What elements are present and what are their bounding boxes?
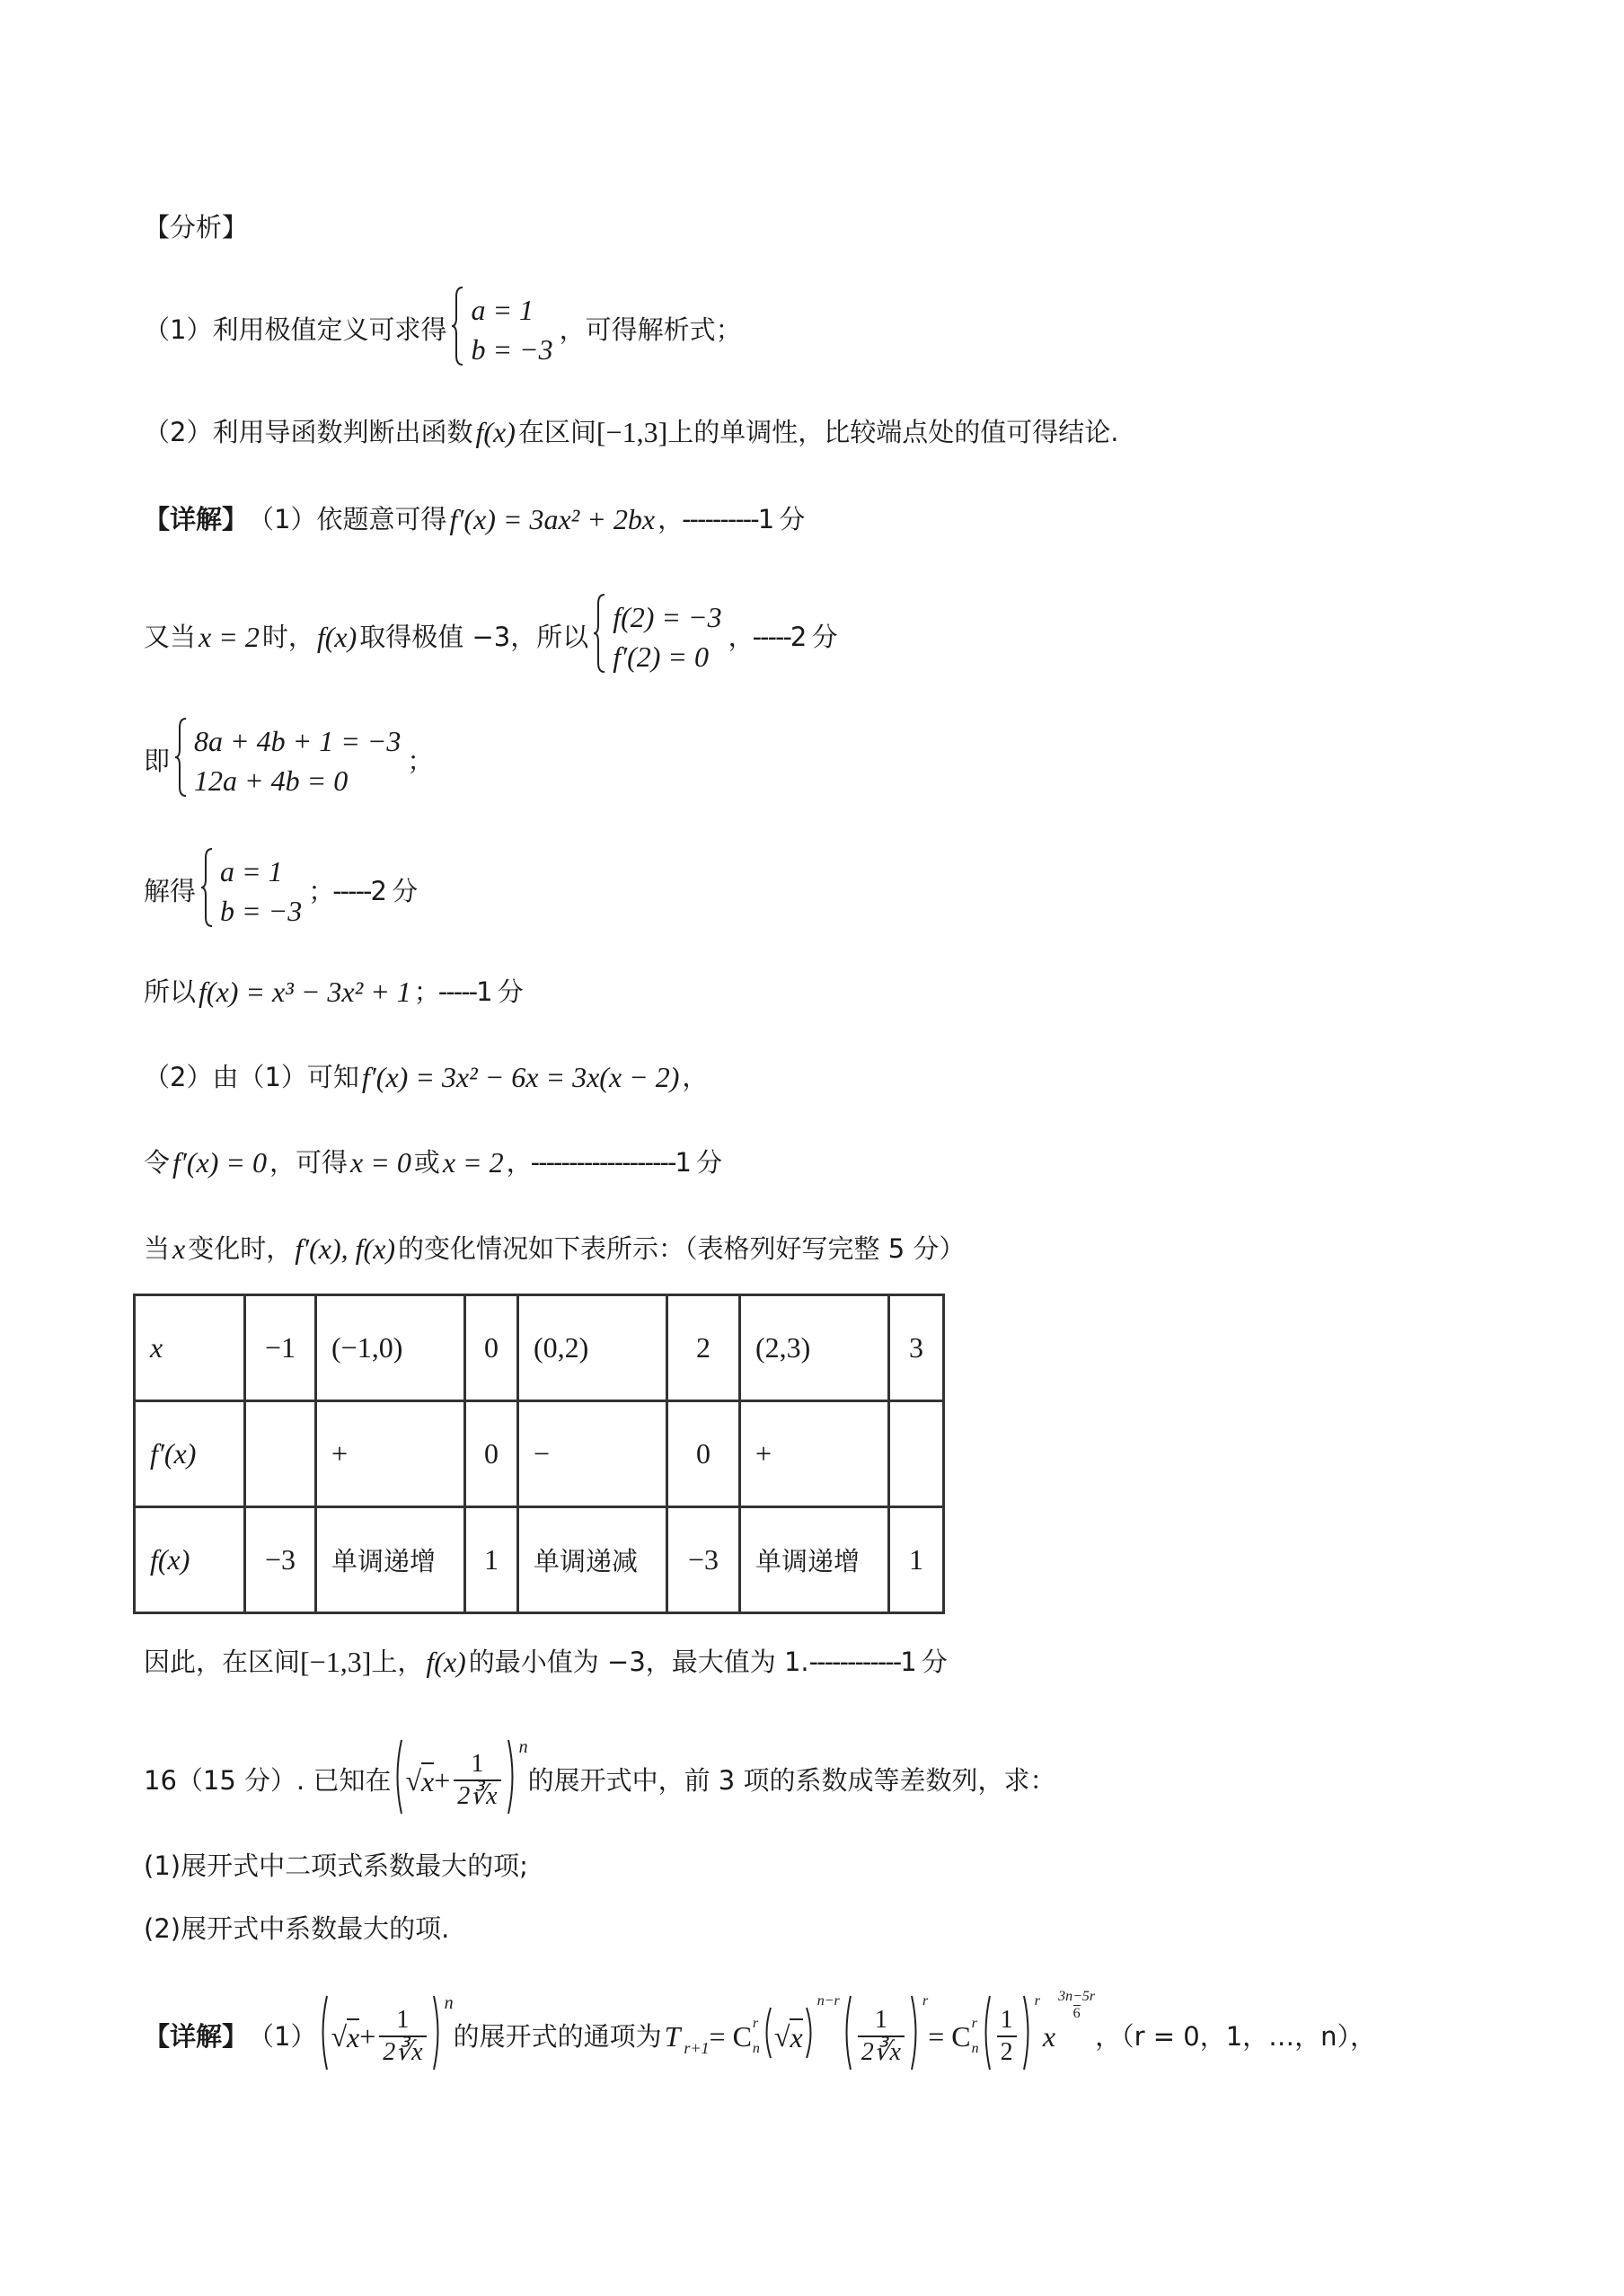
table-row (135, 1507, 944, 1613)
detail-line-8 (144, 1232, 965, 1266)
case-2: f′(2) = 0 (613, 640, 709, 673)
denominator: 2∛x (379, 2035, 426, 2068)
table-cell: 单调递增 (740, 1507, 889, 1613)
text: 的展开式中，前 3 项的系数成等差数列，求： (527, 1764, 1056, 1796)
sqrt-sign: √ (773, 2019, 790, 2053)
math-x: x (1042, 2019, 1056, 2053)
math: T (664, 2019, 681, 2053)
text: ，可得解析式； (559, 313, 742, 345)
math: x = 0 (350, 1146, 411, 1179)
detail-line-1 (144, 502, 803, 536)
text: 取得极值 −3，所以 (359, 621, 589, 652)
text: 令 (144, 1146, 171, 1178)
subscript: n (971, 2040, 979, 2056)
score: ------------1 分 (808, 1646, 946, 1677)
table-cell: −3 (245, 1507, 316, 1613)
denominator: 6 (1072, 2005, 1081, 2021)
table-cell: 1 (465, 1507, 518, 1613)
math: = C (928, 2019, 971, 2053)
text: 的变化情况如下表所示：（表格列好写完整 5 分） (398, 1232, 966, 1264)
sqrt-x: x (790, 2018, 802, 2054)
exponent: n (444, 1993, 454, 2013)
table-cell: (2,3) (740, 1295, 889, 1401)
detail-line-7 (144, 1145, 720, 1179)
superscript: r (752, 2015, 759, 2031)
math: x = 2 (199, 620, 260, 653)
detail-line-4 (144, 847, 416, 935)
variation-table (133, 1294, 945, 1614)
numerator: 1 (471, 1750, 484, 1779)
question-16-item-1 (144, 1850, 528, 1882)
text: ； (407, 745, 434, 776)
row-header-cell: x (135, 1295, 245, 1401)
fraction (858, 2005, 905, 2067)
brace-icon (450, 286, 464, 374)
math: f′(x) = 3x² − 6x = 3x(x − 2) (361, 1061, 680, 1093)
paren-right-icon (1022, 1994, 1033, 2079)
paren-left-icon (318, 1994, 329, 2079)
table-cell: 单调递减 (518, 1507, 667, 1613)
table-cell: − (518, 1401, 667, 1507)
math: f(x) (426, 1646, 466, 1678)
math: [−1,3] (596, 416, 668, 448)
paren-right-icon (507, 1738, 517, 1823)
table-cell: + (316, 1401, 465, 1507)
case-1: a = 1 (471, 293, 534, 326)
math: f′(x), f(x) (295, 1232, 396, 1265)
table-cell: −3 (667, 1507, 740, 1613)
detail-line-2 (144, 593, 836, 681)
analysis-point-1 (144, 286, 742, 374)
math: f′(x) = 3ax² + 2bx (449, 503, 656, 535)
cases-system (592, 593, 724, 681)
score: ，----------1 分 (658, 503, 804, 534)
text: (1)展开式中二项式系数最大的项; (144, 1850, 528, 1881)
text: 当 (144, 1232, 171, 1264)
numerator: 1 (1000, 2006, 1013, 2035)
cases-system (199, 847, 304, 935)
math: + (434, 1763, 451, 1797)
text: （1） (248, 2020, 317, 2052)
sqrt-sign: √ (405, 1763, 422, 1797)
paren-left-icon (981, 1994, 992, 2079)
subscript: n (752, 2040, 760, 2056)
text: 时， (261, 621, 314, 652)
text: 上的单调性，比较端点处的值可得结论. (667, 416, 1119, 447)
case-1: a = 1 (220, 854, 283, 887)
question-16-item-2 (144, 1913, 449, 1945)
numerator: 1 (396, 2006, 410, 2035)
analysis-point-2 (144, 415, 1118, 449)
fraction (379, 2005, 426, 2067)
paren-right-icon (432, 1994, 443, 2079)
table-cell: 单调递增 (316, 1507, 465, 1613)
math: f(x) (316, 620, 357, 653)
brace-icon (592, 593, 606, 681)
math: + (359, 2019, 376, 2053)
table-cell: (0,2) (518, 1295, 667, 1401)
case-2: 12a + 4b = 0 (194, 764, 349, 797)
analysis-heading (144, 212, 248, 243)
heading-text: 【详解】 (144, 503, 249, 534)
math: x = 2 (442, 1146, 504, 1179)
sqrt-x: x (347, 2018, 359, 2054)
exponent: n (518, 1737, 528, 1757)
text: 或 (413, 1146, 440, 1178)
table-cell: 3 (889, 1295, 944, 1401)
math: = C (709, 2019, 752, 2053)
cases-system (173, 717, 403, 805)
subscript: r+1 (684, 2038, 710, 2057)
text: ， (682, 1061, 709, 1092)
math: x (172, 1232, 186, 1265)
table-row (135, 1295, 944, 1401)
brace-icon (199, 847, 214, 935)
text: 上， (371, 1646, 424, 1677)
table-cell: 0 (667, 1401, 740, 1507)
table-cell (889, 1401, 944, 1507)
detail-line-5 (144, 975, 522, 1009)
detail-line-6 (144, 1060, 708, 1094)
heading-text: 【分析】 (144, 212, 249, 243)
paren-left-icon (842, 1994, 852, 2079)
text: ，可得 (269, 1146, 349, 1178)
denominator: 2∛x (858, 2035, 905, 2068)
brace-icon (173, 717, 188, 805)
case-1: f(2) = −3 (613, 600, 722, 633)
table-cell: 0 (465, 1295, 518, 1401)
table-row (135, 1401, 944, 1507)
case-2: b = −3 (220, 894, 303, 927)
table-cell: 1 (889, 1507, 944, 1613)
exponent: n−r (816, 1993, 840, 2009)
detail-line-9 (144, 1645, 946, 1679)
score: ；-----2 分 (308, 875, 417, 906)
table-cell: 0 (465, 1401, 518, 1507)
superscript: r (971, 2015, 977, 2031)
text: 即 (144, 745, 171, 776)
row-header-cell: f(x) (135, 1507, 245, 1613)
numerator: 3n−5r (1058, 1989, 1096, 2004)
math: f(x) = x³ − 3x² + 1 (199, 976, 411, 1008)
sqrt-sign: √ (331, 2019, 348, 2053)
text: ，（r = 0，1，…，n）， (1095, 2020, 1377, 2052)
denominator: 2 (997, 2035, 1017, 2068)
text: 变化时， (188, 1232, 293, 1264)
table-cell: 2 (667, 1295, 740, 1401)
cases-system (450, 286, 555, 374)
exponent-fraction (1058, 1989, 1095, 2021)
detail2-line-1 (144, 1989, 1377, 2079)
text: (2)展开式中系数最大的项. (144, 1913, 450, 1944)
exponent: r (922, 1993, 929, 2009)
math: f(x) (475, 416, 516, 448)
table-cell: −1 (245, 1295, 316, 1401)
detail-line-3 (144, 717, 433, 805)
text: 所以 (144, 976, 197, 1007)
case-2: b = −3 (471, 332, 553, 366)
text: 又当 (144, 621, 197, 652)
denominator: 2∛x (454, 1779, 500, 1812)
fraction (454, 1749, 500, 1811)
paren-left-icon (393, 1738, 403, 1823)
row-header-cell: f′(x) (135, 1401, 245, 1507)
text: 解得 (144, 875, 197, 906)
table-cell (245, 1401, 316, 1507)
question-16 (144, 1738, 1055, 1823)
paren-right-icon (805, 2006, 816, 2067)
text: （1）依题意可得 (248, 503, 447, 534)
numerator: 1 (874, 2006, 887, 2035)
text: 的展开式的通项为 (453, 2020, 662, 2052)
paren-right-icon (910, 1994, 921, 2079)
table-cell: (−1,0) (316, 1295, 465, 1401)
fraction (997, 2005, 1017, 2067)
heading-text: 【详解】 (144, 2020, 249, 2052)
table-cell: + (740, 1401, 889, 1507)
text: 的最小值为 −3，最大值为 1. (468, 1646, 809, 1677)
paren-left-icon (762, 2006, 772, 2067)
case-1: 8a + 4b + 1 = −3 (194, 724, 402, 757)
score: ；-----1 分 (413, 976, 522, 1007)
score: ，-----2 分 (728, 621, 836, 652)
text: （2）由（1）可知 (144, 1061, 359, 1092)
text: 在区间 (517, 416, 596, 447)
score: ，-------------------1 分 (506, 1146, 721, 1178)
text: （2）利用导函数判断出函数 (144, 416, 473, 447)
text: 因此，在区间 (144, 1646, 301, 1677)
text: （1）利用极值定义可求得 (144, 313, 447, 345)
math: [−1,3] (300, 1646, 372, 1678)
exponent: r (1034, 1993, 1040, 2009)
sqrt-x: x (421, 1762, 434, 1798)
math: f′(x) = 0 (172, 1146, 268, 1179)
text: 16（15 分）. 已知在 (144, 1764, 392, 1796)
